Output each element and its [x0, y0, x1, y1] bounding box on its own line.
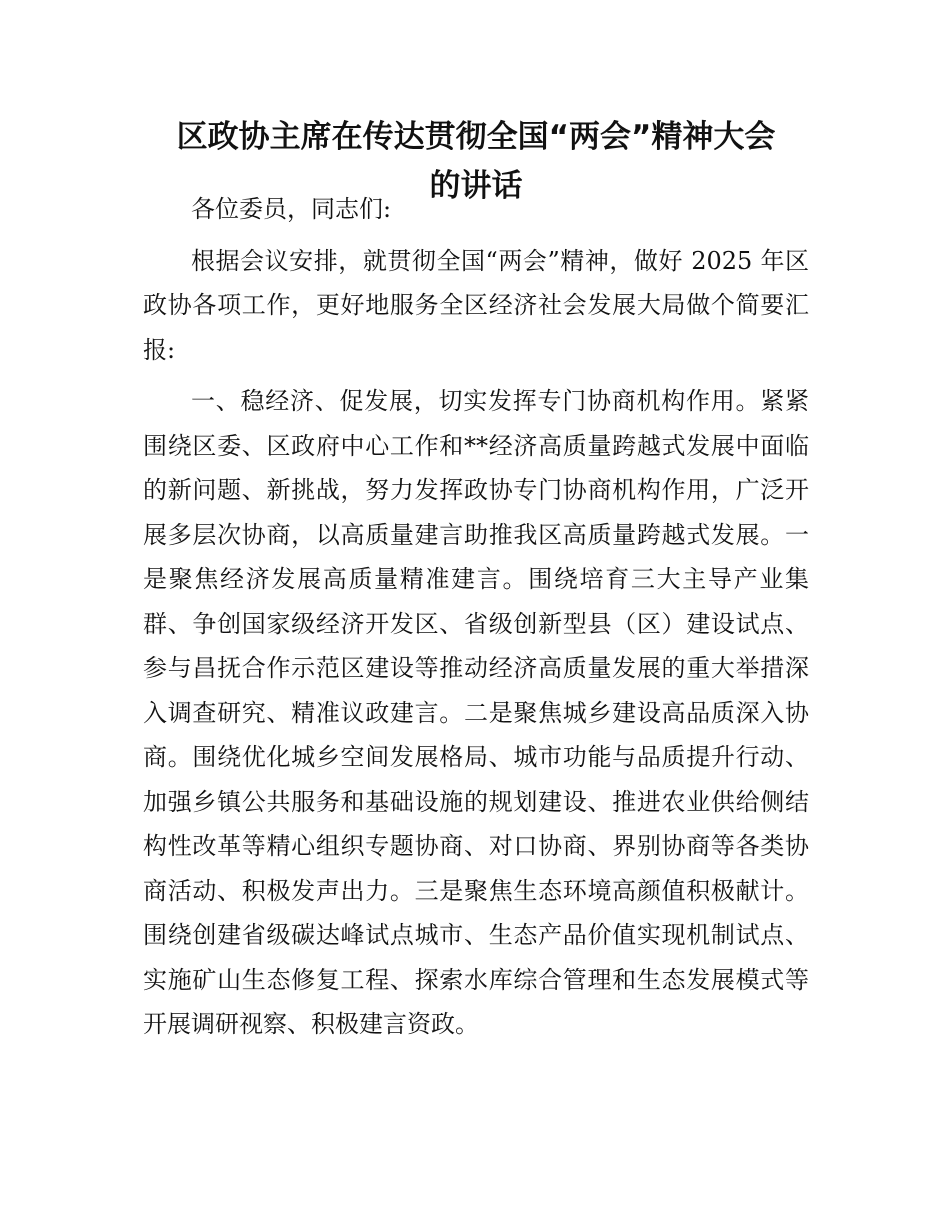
- paragraph-intro: 根据会议安排，就贯彻全国“两会”精神，做好 2025 年区政协各项工作，更好地服务全区经济社会发展大局做个简要汇报:: [143, 246, 809, 364]
- salutation: 各位委员，同志们:: [191, 195, 392, 223]
- document-body: [143, 187, 809, 1054]
- title-line-1: 区政协主席在传达贯彻全国“两会”精神大会: [176, 119, 776, 155]
- paragraph-one: 一、稳经济、促发展，切实发挥专门协商机构作用。紧紧围绕区委、区政府中心工作和**经济高质量跨越式发展中面临的新问题、新挑战，努力发挥政协专门协商机构作用，广泛开展多层次协商，以高质量建言助推我区高质量跨越式发展。一是聚焦经济发展高质量精准建言。围绕培育三大主导产业集群、争创国家级经济开发区、省级创新型县（区）建设试点、参与昌抚合作示范区建设等推动经济高质量发展的重大举措深入调查研究、精准议政建言。二是聚焦城乡建设高品质深入协商。围绕优化城乡空间发展格局、城市功能与品质提升行动、加强乡镇公共服务和基础设施的规划建设、推进农业供给侧结构性改革等精心组织专题协商、对口协商、界别协商等各类协商活动、积极发声出力。三是聚焦生态环境高颜值积极献计。围绕创建省级碳达峰试点城市、生态产品价值实现机制试点、实施矿山生态修复工程、探索水库综合管理和生态发展模式等开展调研视察、积极建言资政。: [143, 387, 809, 1038]
- title-line-2: 的讲话: [429, 168, 523, 204]
